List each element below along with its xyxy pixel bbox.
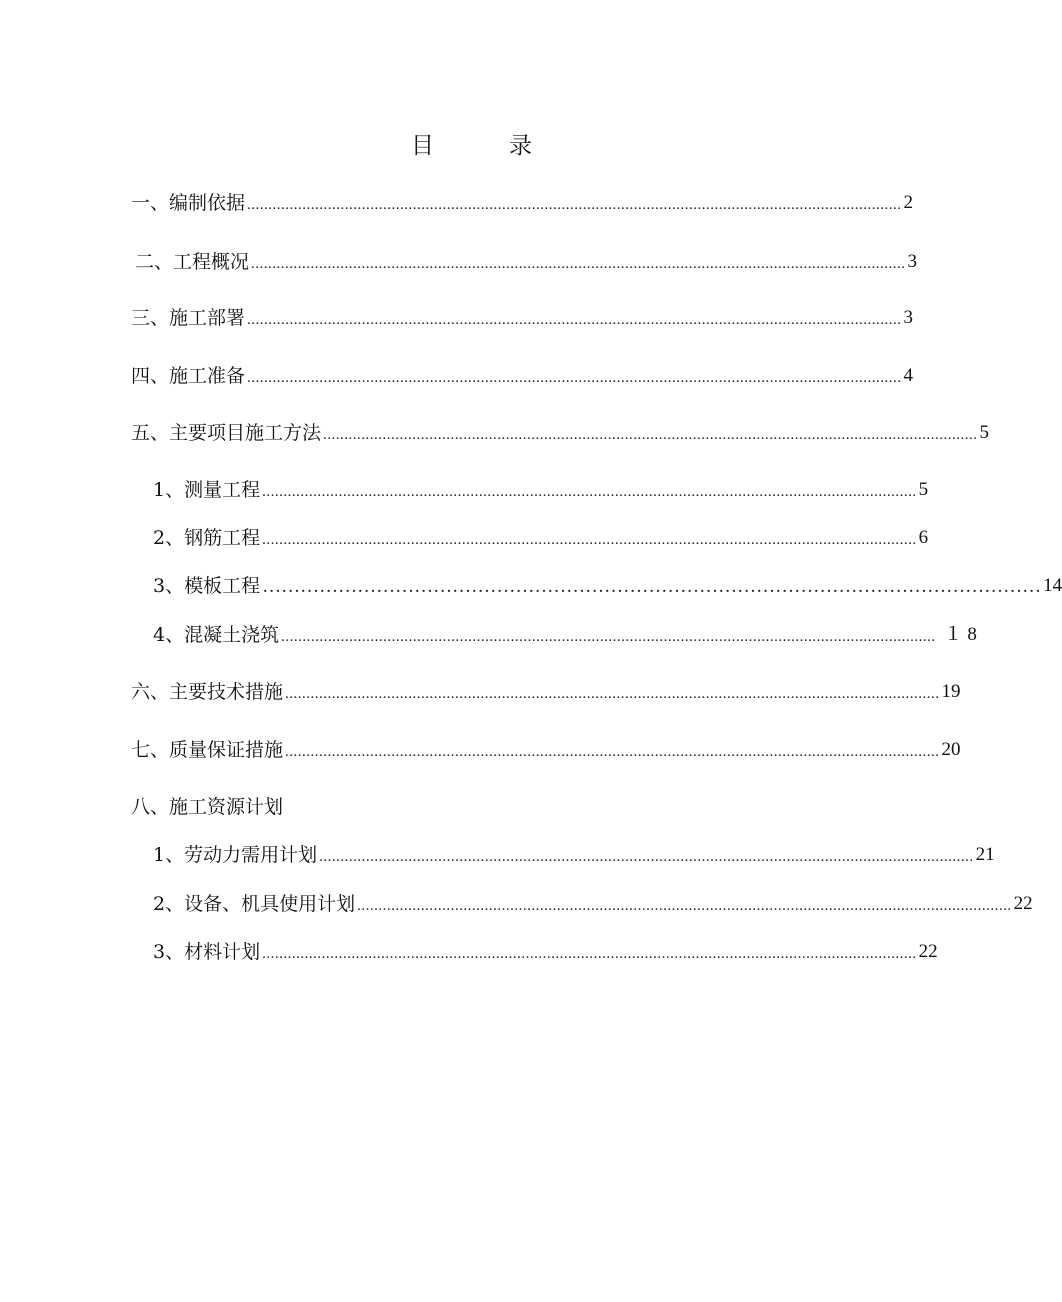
toc-leader: .......................................................................................................................................................... [323, 427, 978, 443]
toc-entry-label: 七、质量保证措施 [131, 739, 284, 761]
toc-entry[interactable] [131, 188, 914, 218]
toc-leader: .......................................................................................................................................................... [285, 686, 940, 702]
toc-entry-page: 14 [1043, 575, 1062, 596]
toc-leader: .......................................................................................................................................................... [319, 849, 974, 865]
toc-entry-label: 2、设备、机具使用计划 [153, 893, 356, 915]
toc-title-char-2: 录 [509, 133, 532, 159]
toc-entry-page: 2 [903, 192, 914, 213]
toc-entry-page: 4 [903, 365, 914, 386]
toc-title [0, 126, 920, 166]
toc-entry-label: 六、主要技术措施 [131, 681, 284, 703]
toc-leader: .......................................................................................................................................................... [247, 370, 902, 386]
toc-entry[interactable] [131, 361, 914, 391]
toc-entry-label: 1、测量工程 [153, 479, 261, 501]
toc-subentry[interactable] [153, 571, 1062, 601]
toc-leader: .......................................................................................................................................................... [247, 197, 902, 213]
toc-subentry[interactable] [153, 475, 929, 505]
toc-entry-label: 五、主要项目施工方法 [131, 422, 322, 444]
toc-entry[interactable] [131, 735, 961, 765]
toc-entry-page: 21 [975, 844, 995, 865]
toc-subentry[interactable] [153, 523, 929, 553]
toc-leader: .......................................................................................................................................................... [262, 532, 917, 548]
toc-leader: .......................................................................................................................................................... [262, 484, 917, 500]
toc-subentry[interactable] [153, 620, 977, 650]
toc-leader: .......................................................................................................................................................... [357, 898, 1012, 914]
toc-entry-page: 5 [918, 479, 929, 500]
toc-entry-label: 2、钢筋工程 [153, 527, 261, 549]
toc-entry-page: 20 [941, 739, 961, 760]
toc-entry[interactable] [131, 303, 914, 333]
toc-leader: .......................................................................................................................................................... [262, 946, 917, 962]
toc-entry-label: 二、工程概况 [135, 251, 250, 273]
toc-entry-label: 一、编制依据 [131, 192, 246, 214]
toc-subentry[interactable] [153, 840, 995, 870]
toc-entry-page: １ 8 [943, 624, 977, 645]
toc-entry-label: 3、模板工程 [153, 575, 261, 597]
toc-entry-label: 3、材料计划 [153, 941, 261, 963]
toc-entry[interactable] [135, 247, 918, 277]
toc-entry-page: 22 [918, 941, 938, 962]
toc-entry[interactable] [131, 677, 961, 707]
toc-leader: .......................................................................................................................................................... [285, 744, 940, 760]
toc-leader: .......................................................................................................................................................... [281, 629, 936, 645]
toc-entry-page: 22 [1013, 893, 1033, 914]
toc-entry-label: 1、劳动力需用计划 [153, 844, 318, 866]
toc-entry-page: 3 [903, 307, 914, 328]
toc-entry-label: 三、施工部署 [131, 307, 246, 329]
toc-subentry[interactable] [153, 889, 1033, 919]
toc-leader: .......................................................................................................................................................... [247, 312, 902, 328]
toc-entry-page: 3 [907, 251, 918, 272]
toc-subentry[interactable] [153, 937, 938, 967]
toc-leader: …………………………………………………………………………………………………………… [262, 576, 1042, 597]
toc-entry[interactable] [131, 418, 990, 448]
toc-entry-label: 四、施工准备 [131, 365, 246, 387]
toc-entry-page: 5 [979, 422, 990, 443]
toc-title-char-1: 目 [411, 133, 434, 159]
toc-leader: .......................................................................................................................................................... [251, 256, 906, 272]
toc-entry-page: 19 [941, 681, 961, 702]
toc-entry-label: 八、施工资源计划 [131, 796, 284, 818]
toc-entry-label: 4、混凝土浇筑 [153, 624, 280, 646]
toc-entry-page: 6 [918, 527, 929, 548]
toc-entry[interactable] [131, 792, 810, 822]
